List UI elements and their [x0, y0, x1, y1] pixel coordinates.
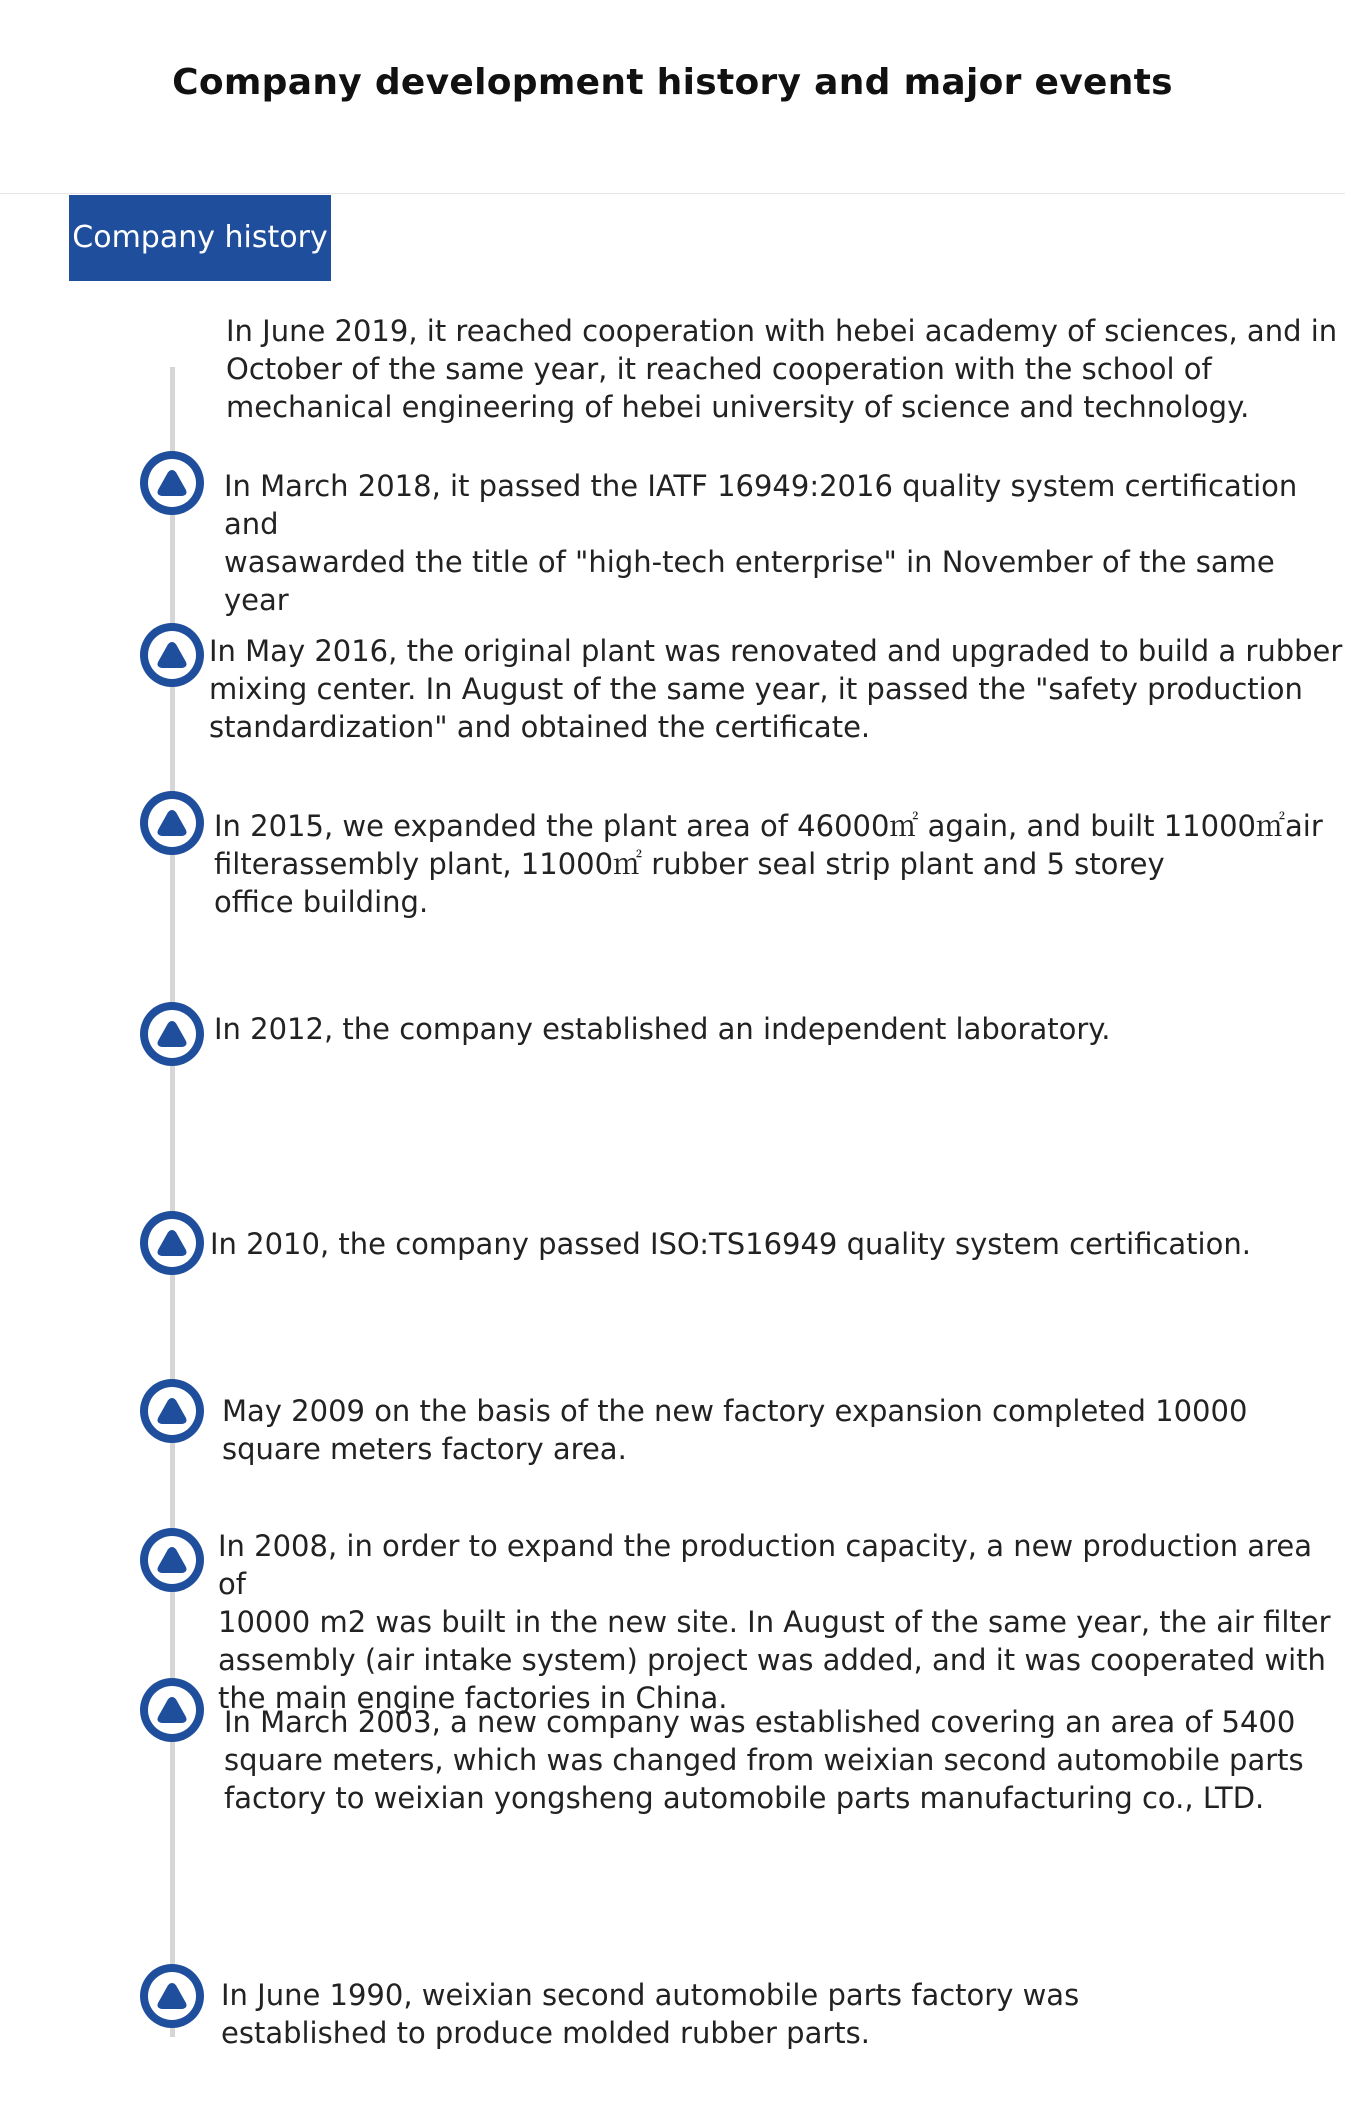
circle-triangle-icon: [140, 1379, 204, 1443]
timeline-event-1990: In June 1990, weixian second automobile parts factory was established to produce molded rubber parts.: [221, 1978, 1080, 2050]
circle-triangle-icon: [140, 1211, 204, 1275]
circle-triangle-icon: [140, 451, 204, 515]
circle-triangle-icon: [140, 623, 204, 687]
timeline-event-2015: In 2015, we expanded the plant area of 46000㎡ again, and built 11000㎡air filterassembly plant, 11000㎡ rubber seal strip plant and 5 storey office building.: [214, 809, 1323, 919]
timeline-line: [170, 367, 175, 2037]
timeline-event-2018: In March 2018, it passed the IATF 16949:2016 quality system certification and wasawarded the title of "high-tech enterprise" in November of the same year: [224, 469, 1298, 617]
circle-triangle-icon: [140, 1002, 204, 1066]
timeline-event-2009: May 2009 on the basis of the new factory expansion completed 10000 square meters factory area.: [222, 1394, 1248, 1466]
tab-company-history[interactable]: Company history: [69, 195, 331, 281]
timeline-event-2010: In 2010, the company passed ISO:TS16949 quality system certification.: [210, 1227, 1251, 1261]
circle-triangle-icon: [140, 791, 204, 855]
timeline-event-2012: In 2012, the company established an independent laboratory.: [214, 1012, 1111, 1046]
timeline-event-2016: In May 2016, the original plant was renovated and upgraded to build a rubber mixing center. In August of the same year, it passed the "safety production standardization" and obtained the certificate.: [209, 634, 1343, 744]
page-title: Company development history and major events: [172, 62, 1173, 103]
header-divider: [0, 193, 1345, 194]
timeline-event-2008: In 2008, in order to expand the production capacity, a new production area of 10000 m2 was built in the new site. In August of the same year, the air filter assembly (air intake system) project was added, and it was cooperated with the main engine factories in China.: [218, 1529, 1331, 1715]
circle-triangle-icon: [140, 1964, 204, 2028]
timeline-event-2019: In June 2019, it reached cooperation with hebei academy of sciences, and in October of the same year, it reached cooperation with the school of mechanical engineering of hebei university of science and technology.: [226, 314, 1338, 424]
circle-triangle-icon: [140, 1678, 204, 1742]
circle-triangle-icon: [140, 1528, 204, 1592]
timeline-event-2003: In March 2003, a new company was established covering an area of 5400 square meters, which was changed from weixian second automobile parts factory to weixian yongsheng automobile parts manufacturing co., LTD.: [224, 1705, 1304, 1815]
